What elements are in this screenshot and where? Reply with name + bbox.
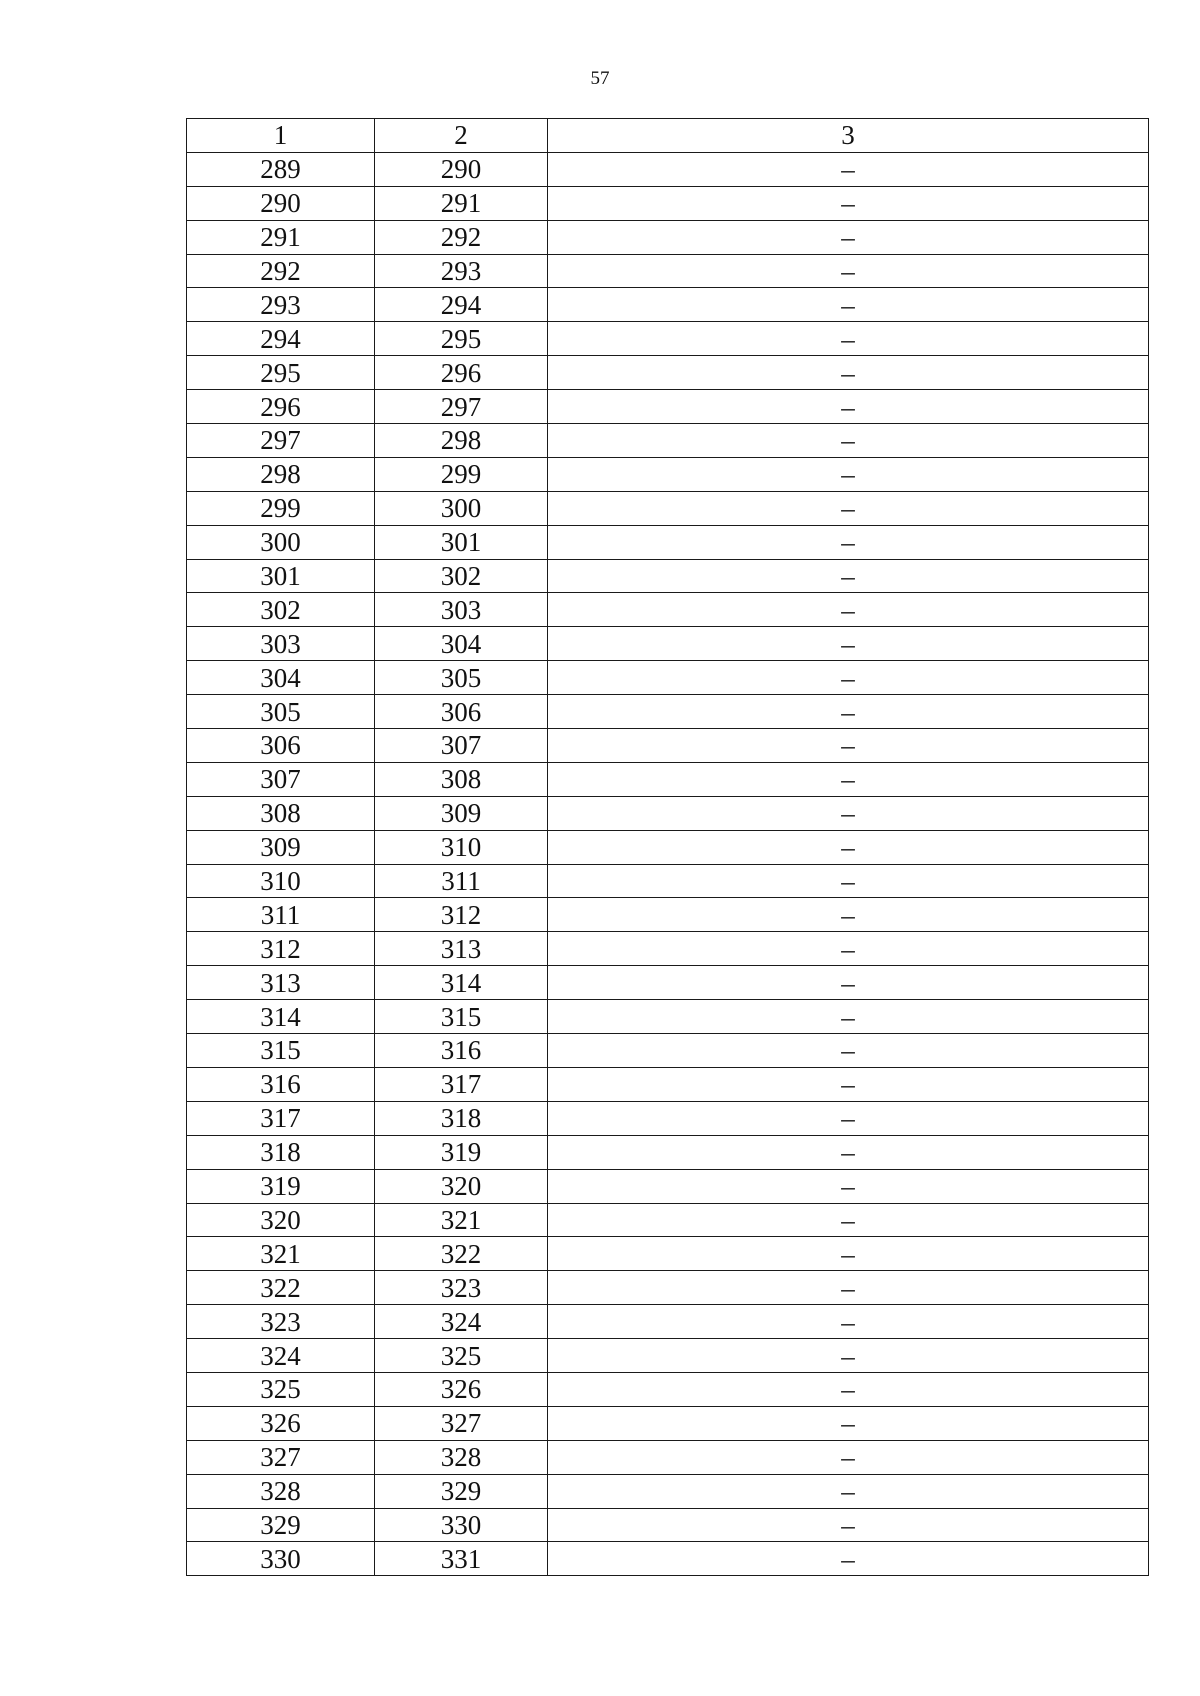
table-cell-col-1: 298 [187, 457, 375, 491]
table-row [187, 1067, 1149, 1101]
table-cell-col-2: 309 [375, 796, 548, 830]
table-cell-col-2: 315 [375, 1000, 548, 1034]
table-cell-col-1: 313 [187, 966, 375, 1000]
table-row [187, 830, 1149, 864]
table-row [187, 322, 1149, 356]
table-row [187, 254, 1149, 288]
table-cell-col-1: 292 [187, 254, 375, 288]
table-row [187, 1542, 1149, 1576]
table-row [187, 695, 1149, 729]
table-cell-col-2: 293 [375, 254, 548, 288]
table-cell-col-2: 324 [375, 1305, 548, 1339]
table-cell-col-3: – [548, 729, 1149, 763]
table-cell-col-1: 321 [187, 1237, 375, 1271]
table-cell-col-3: – [548, 593, 1149, 627]
table-cell-col-2: 319 [375, 1135, 548, 1169]
table-cell-col-1: 301 [187, 559, 375, 593]
table-cell-col-1: 305 [187, 695, 375, 729]
column-header-3: 3 [548, 119, 1149, 153]
table-cell-col-1: 299 [187, 491, 375, 525]
table-cell-col-3: – [548, 796, 1149, 830]
table-cell-col-1: 314 [187, 1000, 375, 1034]
table-cell-col-3: – [548, 457, 1149, 491]
table-cell-col-3: – [548, 1101, 1149, 1135]
table-cell-col-2: 294 [375, 288, 548, 322]
table-row [187, 1474, 1149, 1508]
table-cell-col-1: 295 [187, 356, 375, 390]
table-row [187, 424, 1149, 458]
table-cell-col-2: 291 [375, 186, 548, 220]
table-cell-col-1: 317 [187, 1101, 375, 1135]
table-cell-col-3: – [548, 1372, 1149, 1406]
table-row [187, 390, 1149, 424]
table-cell-col-1: 312 [187, 932, 375, 966]
table-cell-col-1: 291 [187, 220, 375, 254]
table-cell-col-2: 300 [375, 491, 548, 525]
table-header-row [187, 119, 1149, 153]
table-cell-col-3: – [548, 1135, 1149, 1169]
table-row [187, 186, 1149, 220]
table-row [187, 220, 1149, 254]
table-cell-col-1: 290 [187, 186, 375, 220]
table-row [187, 627, 1149, 661]
table-row [187, 1406, 1149, 1440]
table-row [187, 1339, 1149, 1373]
table-cell-col-3: – [548, 1000, 1149, 1034]
table-cell-col-2: 298 [375, 424, 548, 458]
table-row [187, 1372, 1149, 1406]
table-cell-col-3: – [548, 220, 1149, 254]
table-row [187, 898, 1149, 932]
table-cell-col-1: 296 [187, 390, 375, 424]
table-row [187, 288, 1149, 322]
table-cell-col-1: 318 [187, 1135, 375, 1169]
table-row [187, 1135, 1149, 1169]
table-cell-col-3: – [548, 830, 1149, 864]
table-cell-col-3: – [548, 1440, 1149, 1474]
table-cell-col-3: – [548, 1067, 1149, 1101]
table-cell-col-1: 307 [187, 762, 375, 796]
table-cell-col-2: 329 [375, 1474, 548, 1508]
table-cell-col-1: 302 [187, 593, 375, 627]
table-cell-col-1: 300 [187, 525, 375, 559]
table-cell-col-3: – [548, 1339, 1149, 1373]
table-row [187, 1034, 1149, 1068]
table-cell-col-2: 307 [375, 729, 548, 763]
table-row [187, 1271, 1149, 1305]
table-cell-col-3: – [548, 966, 1149, 1000]
table-cell-col-3: – [548, 1542, 1149, 1576]
table-cell-col-2: 304 [375, 627, 548, 661]
table-cell-col-1: 310 [187, 864, 375, 898]
table-cell-col-2: 322 [375, 1237, 548, 1271]
table-cell-col-1: 322 [187, 1271, 375, 1305]
table-cell-col-3: – [548, 559, 1149, 593]
table-cell-col-3: – [548, 1508, 1149, 1542]
table-cell-col-2: 325 [375, 1339, 548, 1373]
table-cell-col-1: 311 [187, 898, 375, 932]
table-row [187, 457, 1149, 491]
table-cell-col-2: 321 [375, 1203, 548, 1237]
table-cell-col-3: – [548, 1305, 1149, 1339]
table-row [187, 966, 1149, 1000]
table-row [187, 1305, 1149, 1339]
table-cell-col-3: – [548, 1169, 1149, 1203]
table-cell-col-3: – [548, 356, 1149, 390]
table-row [187, 1000, 1149, 1034]
table-cell-col-2: 290 [375, 152, 548, 186]
table-cell-col-3: – [548, 254, 1149, 288]
table-body [187, 152, 1149, 1575]
table-cell-col-2: 330 [375, 1508, 548, 1542]
table-row [187, 864, 1149, 898]
table-cell-col-2: 314 [375, 966, 548, 1000]
table-cell-col-1: 293 [187, 288, 375, 322]
table-cell-col-1: 316 [187, 1067, 375, 1101]
table-cell-col-3: – [548, 152, 1149, 186]
table-cell-col-1: 294 [187, 322, 375, 356]
table-cell-col-3: – [548, 864, 1149, 898]
table-cell-col-3: – [548, 695, 1149, 729]
table-cell-col-2: 299 [375, 457, 548, 491]
table-row [187, 762, 1149, 796]
table-row [187, 152, 1149, 186]
table-cell-col-3: – [548, 288, 1149, 322]
table-cell-col-3: – [548, 491, 1149, 525]
table-cell-col-1: 304 [187, 661, 375, 695]
table-row [187, 559, 1149, 593]
table-cell-col-3: – [548, 1474, 1149, 1508]
table-cell-col-2: 311 [375, 864, 548, 898]
table-cell-col-2: 297 [375, 390, 548, 424]
table-row [187, 1508, 1149, 1542]
table-cell-col-3: – [548, 627, 1149, 661]
table-row [187, 932, 1149, 966]
table-cell-col-2: 316 [375, 1034, 548, 1068]
table-row [187, 796, 1149, 830]
table-cell-col-1: 324 [187, 1339, 375, 1373]
table-cell-col-1: 308 [187, 796, 375, 830]
table-cell-col-2: 327 [375, 1406, 548, 1440]
page-number: 57 [590, 68, 610, 89]
table-cell-col-3: – [548, 1406, 1149, 1440]
table-cell-col-2: 320 [375, 1169, 548, 1203]
table-cell-col-2: 303 [375, 593, 548, 627]
table-cell-col-2: 317 [375, 1067, 548, 1101]
table-cell-col-1: 289 [187, 152, 375, 186]
table-cell-col-3: – [548, 1271, 1149, 1305]
table-cell-col-1: 319 [187, 1169, 375, 1203]
table-row [187, 1203, 1149, 1237]
table-cell-col-2: 292 [375, 220, 548, 254]
table-cell-col-2: 326 [375, 1372, 548, 1406]
table-cell-col-3: – [548, 525, 1149, 559]
table-cell-col-3: – [548, 322, 1149, 356]
table-cell-col-1: 315 [187, 1034, 375, 1068]
table-cell-col-3: – [548, 661, 1149, 695]
table-row [187, 1237, 1149, 1271]
table-row [187, 525, 1149, 559]
table-cell-col-1: 309 [187, 830, 375, 864]
table-row [187, 729, 1149, 763]
table-cell-col-1: 297 [187, 424, 375, 458]
table-cell-col-1: 330 [187, 1542, 375, 1576]
table-cell-col-1: 325 [187, 1372, 375, 1406]
table-cell-col-2: 331 [375, 1542, 548, 1576]
table-cell-col-3: – [548, 762, 1149, 796]
table-cell-col-2: 318 [375, 1101, 548, 1135]
table-cell-col-3: – [548, 424, 1149, 458]
table-cell-col-2: 328 [375, 1440, 548, 1474]
data-table [186, 118, 1149, 1576]
table-cell-col-3: – [548, 1203, 1149, 1237]
table-row [187, 1101, 1149, 1135]
table-cell-col-3: – [548, 1034, 1149, 1068]
table-cell-col-2: 308 [375, 762, 548, 796]
table-cell-col-2: 296 [375, 356, 548, 390]
table-cell-col-2: 305 [375, 661, 548, 695]
column-header-2: 2 [375, 119, 548, 153]
table-cell-col-1: 306 [187, 729, 375, 763]
table-cell-col-2: 306 [375, 695, 548, 729]
table-row [187, 356, 1149, 390]
table-cell-col-1: 328 [187, 1474, 375, 1508]
table-cell-col-2: 301 [375, 525, 548, 559]
table-cell-col-3: – [548, 186, 1149, 220]
table-row [187, 491, 1149, 525]
table-cell-col-2: 323 [375, 1271, 548, 1305]
table-cell-col-3: – [548, 898, 1149, 932]
table-cell-col-1: 329 [187, 1508, 375, 1542]
table-cell-col-3: – [548, 390, 1149, 424]
table-cell-col-1: 326 [187, 1406, 375, 1440]
table-row [187, 593, 1149, 627]
table-cell-col-2: 310 [375, 830, 548, 864]
table-cell-col-1: 323 [187, 1305, 375, 1339]
table-row [187, 1440, 1149, 1474]
table-row [187, 661, 1149, 695]
table-cell-col-3: – [548, 932, 1149, 966]
table-cell-col-1: 320 [187, 1203, 375, 1237]
table-cell-col-2: 312 [375, 898, 548, 932]
table-cell-col-2: 313 [375, 932, 548, 966]
table-cell-col-1: 327 [187, 1440, 375, 1474]
table-cell-col-3: – [548, 1237, 1149, 1271]
table-row [187, 1169, 1149, 1203]
table-cell-col-1: 303 [187, 627, 375, 661]
column-header-1: 1 [187, 119, 375, 153]
table-cell-col-2: 295 [375, 322, 548, 356]
table-cell-col-2: 302 [375, 559, 548, 593]
